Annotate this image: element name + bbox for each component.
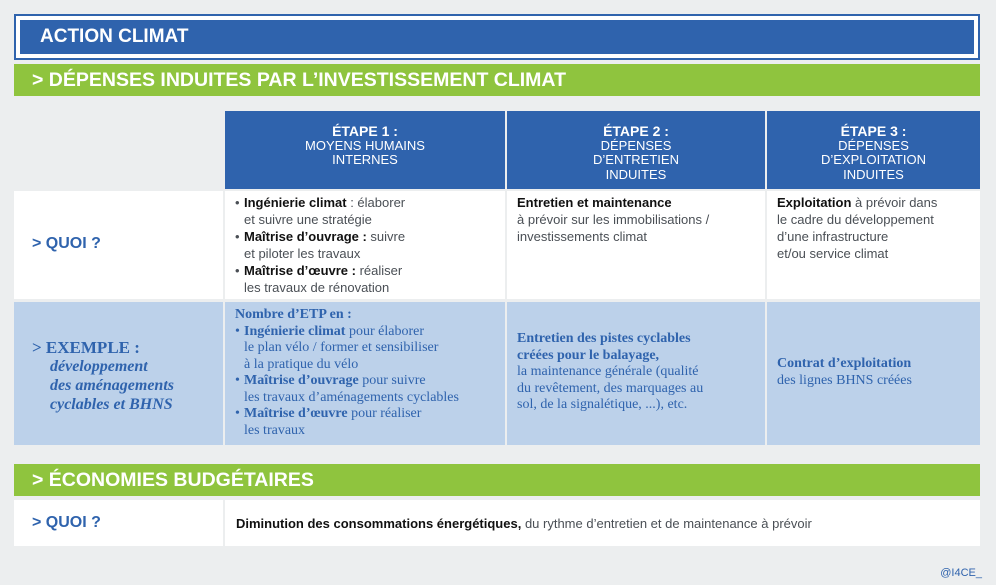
row-label-exemple-block	[32, 338, 174, 414]
column-header-etape-1	[225, 111, 505, 189]
exemple-etape-1-intro: Nombre d’ETP en :	[235, 307, 352, 322]
row-label-cell-exemple	[14, 302, 223, 445]
exemple-etape-2-line3: sol, de la signalétique, ...), etc.	[517, 397, 688, 412]
list-item: • Ingénierie climat pour élaborer	[235, 323, 425, 339]
list-item-continuation: et suivre une stratégie	[244, 212, 372, 227]
quoi-etape-2-cell	[507, 191, 765, 299]
row-label-cell-quoi-2	[14, 500, 223, 546]
column-header-etape-3-title: ÉTAPE 3 :	[840, 123, 907, 139]
footer-handle: @I4CE_	[940, 567, 982, 579]
quoi-etape-1-cell	[225, 191, 505, 299]
page-title: ACTION CLIMAT	[20, 20, 974, 54]
row-label-exemple-sub1: développement	[50, 358, 148, 375]
quoi-etape-3-line2: d’une infrastructure	[777, 229, 889, 244]
exemple-etape-2-bold1: Entretien des pistes cyclables	[517, 331, 691, 346]
row-label-exemple-sub3: cyclables et BHNS	[50, 396, 173, 413]
column-header-etape-3-line3: D’EXPLOITATION	[821, 152, 926, 167]
quoi-etape-2-line2: investissements climat	[517, 229, 648, 244]
list-item: • Maîtrise d’ouvrage : suivre	[235, 229, 406, 244]
column-header-etape-1-line3: INTERNES	[332, 152, 398, 167]
column-header-etape-3	[767, 111, 980, 189]
list-item-continuation: le plan vélo / former et sensibiliser	[244, 340, 439, 355]
column-header-etape-2-line3: D’ENTRETIEN	[593, 152, 679, 167]
exemple-etape-2-line2: du revêtement, des marquages au	[517, 380, 704, 396]
quoi-etape-3-cell	[767, 191, 980, 299]
column-header-etape-1-title: ÉTAPE 1 :	[332, 123, 398, 139]
list-item-continuation: les travaux d’aménagements cyclables	[244, 389, 459, 405]
quoi-economies-cell	[225, 500, 980, 546]
list-item: • Ingénierie climat : élaborer	[235, 195, 406, 210]
column-header-etape-2-title: ÉTAPE 2 :	[603, 123, 669, 139]
exemple-etape-3-bold1: Contrat d’exploitation	[777, 356, 912, 371]
quoi-etape-2-line1: à prévoir sur les immobilisations /	[517, 212, 710, 227]
row-label-exemple-sub2: des aménagements	[50, 377, 174, 394]
quoi-economies-bold: Diminution des consommations énergétiques,	[236, 516, 522, 531]
list-item-continuation: à la pratique du vélo	[244, 356, 359, 372]
exemple-etape-3-line1: des lignes BHNS créées	[777, 372, 912, 388]
list-item-continuation: les travaux de rénovation	[244, 280, 390, 295]
list-item-continuation: les travaux	[244, 422, 306, 438]
list-item: • Maîtrise d’ouvrage pour suivre	[235, 373, 426, 388]
exemple-etape-2-bold2: créées pour le balayage,	[517, 347, 660, 363]
exemple-etape-1-cell	[225, 302, 505, 445]
row-label-exemple: > EXEMPLE :	[32, 338, 140, 357]
column-header-etape-2-line4: INDUITES	[605, 166, 667, 182]
row-label-quoi-2: > QUOI ?	[32, 514, 101, 531]
exemple-etape-3-cell	[767, 302, 980, 445]
column-header-etape-2	[507, 111, 765, 189]
column-header-etape-3-line4: INDUITES	[843, 166, 904, 182]
column-header-etape-3-line2: DÉPENSES	[838, 137, 909, 153]
quoi-etape-3-line3: et/ou service climat	[777, 246, 889, 261]
section-title-economies: > ÉCONOMIES BUDGÉTAIRES	[14, 464, 980, 496]
exemple-etape-2-line1: la maintenance générale (qualité	[517, 364, 699, 379]
quoi-economies-text: du rythme d’entretien et de maintenance à prévoir	[521, 516, 812, 531]
quoi-etape-2-title: Entretien et maintenance	[517, 195, 672, 210]
list-item: • Maîtrise d’œuvre : réaliser	[235, 263, 403, 278]
section-title-depenses: > DÉPENSES INDUITES PAR L’INVESTISSEMENT CLIMAT	[14, 64, 980, 96]
title-frame	[14, 14, 980, 60]
row-label-cell-quoi	[14, 191, 223, 299]
exemple-etape-2-cell	[507, 302, 765, 445]
quoi-etape-3-line0: Exploitation à prévoir dans	[777, 195, 938, 210]
column-header-etape-2-line2: DÉPENSES	[600, 137, 672, 153]
column-header-etape-1-line2: MOYENS HUMAINS	[305, 137, 425, 153]
row-label-quoi: > QUOI ?	[32, 235, 101, 252]
list-item: • Maîtrise d’œuvre pour réaliser	[235, 406, 422, 421]
list-item-continuation: et piloter les travaux	[244, 246, 361, 261]
quoi-etape-3-line1: le cadre du développement	[777, 212, 934, 227]
